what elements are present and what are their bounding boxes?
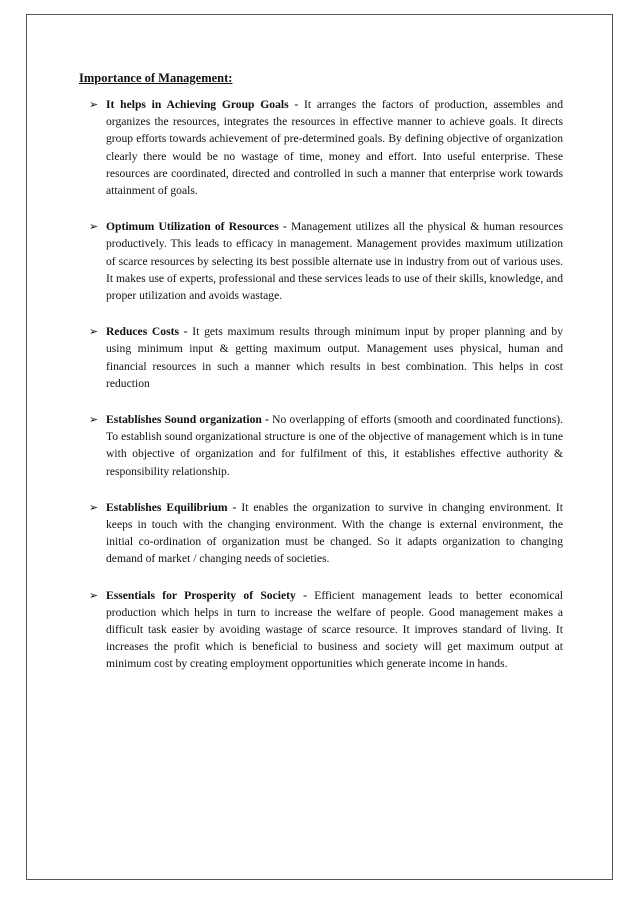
section-title: Reduces Costs - <box>106 325 188 339</box>
section-body: It enables the organization to survive in changing environment. It keeps in touch with the changing environment. With the change is external environment, the initial co-ordination of organization must be changed. So it adapts organization to changing demand of market / changing needs of societies. <box>106 500 563 566</box>
section-body: It gets maximum results through minimum input by proper planning and by using minimum input & getting maximum output. Management uses physical, human and financial resources in such a manner which results in best combination. This helps in cost reduction <box>106 325 563 390</box>
arrow-bullet-icon: ➢ <box>89 98 99 111</box>
list-item <box>79 587 563 673</box>
document-body <box>79 70 563 692</box>
section-title: Establishes Equilibrium - <box>106 500 237 514</box>
arrow-bullet-icon: ➢ <box>89 220 99 234</box>
section-title: Essentials for Prosperity of Society - <box>106 588 307 602</box>
section-body: Management utilizes all the physical & human resources productively. This leads to efficacy in management. Management provides maximum utilization of scarce resources by selecting its best possible alternate use in industry from out of various uses. It makes use of experts, professional and these services leads to use of their skills, knowledge, and proper utilization and avoids wastage. <box>106 220 563 303</box>
section-title: Optimum Utilization of Resources - <box>106 220 287 234</box>
list-item <box>79 218 563 304</box>
arrow-bullet-icon: ➢ <box>89 588 99 602</box>
section-body: Efficient management leads to better economical production which helps in turn to increase the welfare of people. Good management makes a difficult task easier by avoiding wastage of scarce resource. It improves standard of living. It increases the profit which is beneficial to business and society will get maximum output at minimum cost by creating employment opportunities which generate income in hands. <box>106 588 563 671</box>
list-item <box>79 499 563 568</box>
arrow-bullet-icon: ➢ <box>89 413 99 427</box>
arrow-bullet-icon: ➢ <box>89 500 99 514</box>
list-item <box>79 411 563 480</box>
arrow-bullet-icon: ➢ <box>89 325 99 339</box>
list-item <box>79 96 563 199</box>
section-body: No overlapping of efforts (smooth and coordinated functions). To establish sound organizational structure is one of the objective of management which is in tune with objective of organization and for fulfilment of this, it establishes effective authority & responsibility relationship. <box>106 413 563 478</box>
section-title: It helps in Achieving Group Goals - <box>106 98 299 111</box>
document-heading: Importance of Management: <box>79 71 233 85</box>
list-item <box>79 323 563 392</box>
section-body: It arranges the factors of production, assembles and organizes the resources, integrates the resources in effective manner to achieve goals. It directs group efforts towards achievement of pre-determined goals. By defining objective of organization clearly there would be no wastage of time, money and effort. Into useful enterprise. These resources are coordinated, directed and controlled in such a manner that enterprise work towards attainment of goals. <box>106 98 563 198</box>
section-list <box>79 96 563 673</box>
section-title: Establishes Sound organization - <box>106 413 269 427</box>
